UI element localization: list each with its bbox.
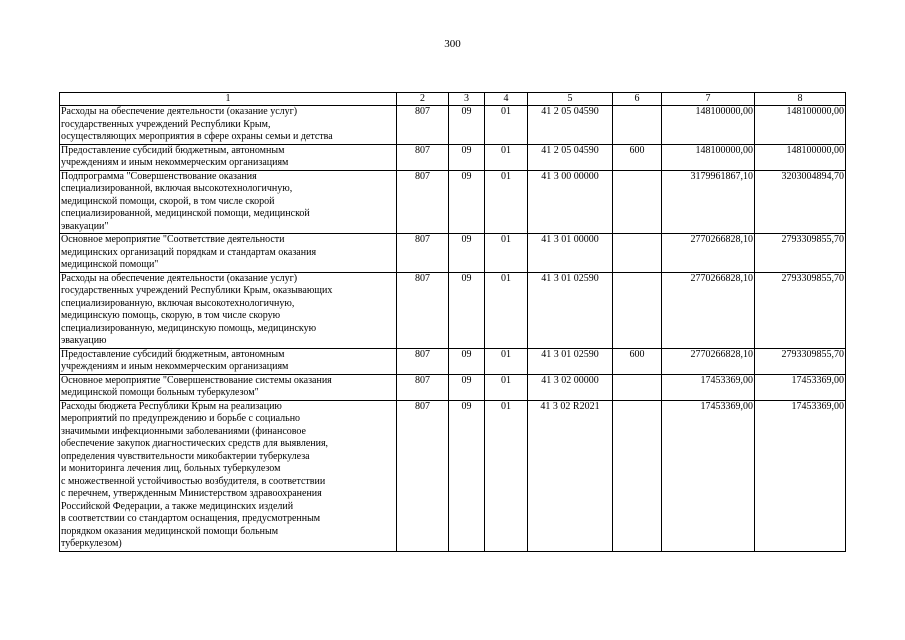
cell-target-article: 41 3 02 R2021 — [528, 400, 613, 551]
cell-item-name — [60, 144, 397, 170]
cell-amount-year-2: 17453369,00 — [755, 374, 846, 400]
cell-subsection-code: 01 — [485, 234, 528, 273]
cell-amount-year-2: 3203004894,70 — [755, 170, 846, 234]
item-name-line: эвакуацию — [61, 335, 107, 346]
item-name-line: с перечнем, утвержденным Министерством здравоохранения — [61, 488, 322, 499]
table-row — [60, 374, 846, 400]
column-header-6: 6 — [613, 93, 662, 106]
cell-amount-year-1: 3179961867,10 — [662, 170, 755, 234]
item-name-line: мероприятий по предупреждению и борьбе с социально — [61, 413, 301, 424]
cell-amount-year-1: 148100000,00 — [662, 106, 755, 145]
cell-item-name — [60, 272, 397, 348]
cell-ministry-code: 807 — [397, 106, 449, 145]
item-name-line: и мониторинга лечения лиц, больных туберкулезом — [61, 463, 281, 474]
cell-item-name — [60, 374, 397, 400]
cell-subsection-code: 01 — [485, 106, 528, 145]
cell-amount-year-1: 2770266828,10 — [662, 234, 755, 273]
item-name-line: Расходы на обеспечение деятельности (оказание услуг) — [61, 106, 298, 117]
cell-amount-year-1: 2770266828,10 — [662, 272, 755, 348]
table-row — [60, 348, 846, 374]
cell-target-article: 41 2 05 04590 — [528, 144, 613, 170]
table-row — [60, 234, 846, 273]
item-name-line: медицинской помощи, скорой, в том числе скорой — [61, 195, 275, 207]
item-name-line: учреждениям и иным некоммерческим организациям — [61, 157, 289, 168]
item-name-line: медицинских организаций порядкам и стандартам оказания — [61, 246, 317, 258]
item-name-line: государственных учреждений Республики Крым, — [61, 118, 271, 130]
item-name-line: обеспечение закупок диагностических средств для выявления, — [61, 438, 329, 449]
cell-ministry-code: 807 — [397, 144, 449, 170]
cell-section-code: 09 — [449, 272, 485, 348]
cell-subsection-code: 01 — [485, 400, 528, 551]
cell-amount-year-2: 148100000,00 — [755, 144, 846, 170]
cell-target-article: 41 3 01 02590 — [528, 348, 613, 374]
cell-subsection-code: 01 — [485, 348, 528, 374]
cell-target-article: 41 3 02 00000 — [528, 374, 613, 400]
table-row — [60, 170, 846, 234]
cell-ministry-code: 807 — [397, 348, 449, 374]
cell-item-name — [60, 170, 397, 234]
cell-expense-type — [613, 400, 662, 551]
column-header-2: 2 — [397, 93, 449, 106]
item-name-line: Российской Федерации, а также медицинских изделий — [61, 500, 294, 512]
item-name-line: Предоставление субсидий бюджетным, автономным — [61, 144, 285, 156]
cell-target-article: 41 3 01 00000 — [528, 234, 613, 273]
item-name-line: в соответствии со стандартом оснащения, предусмотренным — [61, 513, 321, 524]
cell-expense-type — [613, 272, 662, 348]
page-number: 300 — [444, 38, 461, 50]
item-name-line: определения чувствительности микобактерии туберкулеза — [61, 450, 310, 462]
cell-item-name — [60, 348, 397, 374]
item-name-line: специализированной, включая высокотехнологичную, — [61, 183, 293, 194]
cell-amount-year-1: 17453369,00 — [662, 374, 755, 400]
column-header-5: 5 — [528, 93, 613, 106]
table-row — [60, 400, 846, 551]
cell-section-code: 09 — [449, 374, 485, 400]
item-name-line: эвакуации" — [61, 220, 109, 232]
cell-section-code: 09 — [449, 170, 485, 234]
cell-subsection-code: 01 — [485, 170, 528, 234]
cell-ministry-code: 807 — [397, 170, 449, 234]
cell-target-article: 41 2 05 04590 — [528, 106, 613, 145]
item-name-line: специализированную, медицинскую помощь, медицинскую — [61, 322, 317, 334]
table-row — [60, 272, 846, 348]
item-name-line: осуществляющих мероприятия в сфере охраны семьи и детства — [61, 131, 333, 142]
cell-expense-type — [613, 234, 662, 273]
cell-amount-year-2: 2793309855,70 — [755, 272, 846, 348]
cell-amount-year-1: 2770266828,10 — [662, 348, 755, 374]
table-row — [60, 106, 846, 145]
table-row — [60, 144, 846, 170]
cell-item-name — [60, 106, 397, 145]
cell-item-name — [60, 234, 397, 273]
item-name-line: Основное мероприятие "Совершенствование системы оказания — [61, 374, 332, 386]
column-header-1: 1 — [60, 93, 397, 106]
cell-ministry-code: 807 — [397, 234, 449, 273]
budget-table — [59, 92, 846, 552]
cell-expense-type — [613, 374, 662, 400]
item-name-line: медицинской помощи больным туберкулезом" — [61, 387, 259, 398]
column-header-4: 4 — [485, 93, 528, 106]
cell-target-article: 41 3 00 00000 — [528, 170, 613, 234]
cell-amount-year-2: 2793309855,70 — [755, 234, 846, 273]
cell-expense-type — [613, 106, 662, 145]
column-header-8: 8 — [755, 93, 846, 106]
item-name-line: государственных учреждений Республики Крым, оказывающих — [61, 285, 333, 296]
cell-amount-year-2: 148100000,00 — [755, 106, 846, 145]
cell-amount-year-1: 17453369,00 — [662, 400, 755, 551]
cell-section-code: 09 — [449, 234, 485, 273]
cell-section-code: 09 — [449, 348, 485, 374]
cell-expense-type: 600 — [613, 348, 662, 374]
cell-amount-year-1: 148100000,00 — [662, 144, 755, 170]
cell-item-name — [60, 400, 397, 551]
item-name-line: учреждениям и иным некоммерческим организациям — [61, 361, 289, 372]
item-name-line: специализированной, медицинской помощи, медицинской — [61, 208, 310, 219]
column-header-7: 7 — [662, 93, 755, 106]
column-header-3: 3 — [449, 93, 485, 106]
cell-ministry-code: 807 — [397, 374, 449, 400]
cell-subsection-code: 01 — [485, 374, 528, 400]
item-name-line: Расходы на обеспечение деятельности (оказание услуг) — [61, 272, 298, 284]
cell-ministry-code: 807 — [397, 400, 449, 551]
item-name-line: Расходы бюджета Республики Крым на реализацию — [61, 400, 282, 412]
cell-target-article: 41 3 01 02590 — [528, 272, 613, 348]
table-header-row — [60, 93, 846, 106]
item-name-line: туберкулезом) — [61, 538, 122, 549]
cell-section-code: 09 — [449, 144, 485, 170]
item-name-line: значимыми инфекционными заболеваниями (финансовое — [61, 425, 306, 437]
cell-section-code: 09 — [449, 400, 485, 551]
cell-amount-year-2: 2793309855,70 — [755, 348, 846, 374]
item-name-line: Основное мероприятие "Соответствие деятельности — [61, 234, 285, 245]
item-name-line: Подпрограмма "Совершенствование оказания — [61, 170, 257, 182]
item-name-line: специализированную, включая высокотехнологичную, — [61, 297, 295, 309]
cell-amount-year-2: 17453369,00 — [755, 400, 846, 551]
table-body — [60, 106, 846, 552]
cell-ministry-code: 807 — [397, 272, 449, 348]
cell-subsection-code: 01 — [485, 144, 528, 170]
cell-section-code: 09 — [449, 106, 485, 145]
item-name-line: порядком оказания медицинской помощи больным — [61, 525, 279, 537]
item-name-line: медицинскую помощь, скорую, в том числе скорую — [61, 310, 281, 321]
item-name-line: с множественной устойчивостью возбудителя, в соответствии — [61, 475, 326, 487]
cell-subsection-code: 01 — [485, 272, 528, 348]
cell-expense-type: 600 — [613, 144, 662, 170]
item-name-line: медицинской помощи" — [61, 259, 159, 270]
item-name-line: Предоставление субсидий бюджетным, автономным — [61, 348, 285, 360]
cell-expense-type — [613, 170, 662, 234]
